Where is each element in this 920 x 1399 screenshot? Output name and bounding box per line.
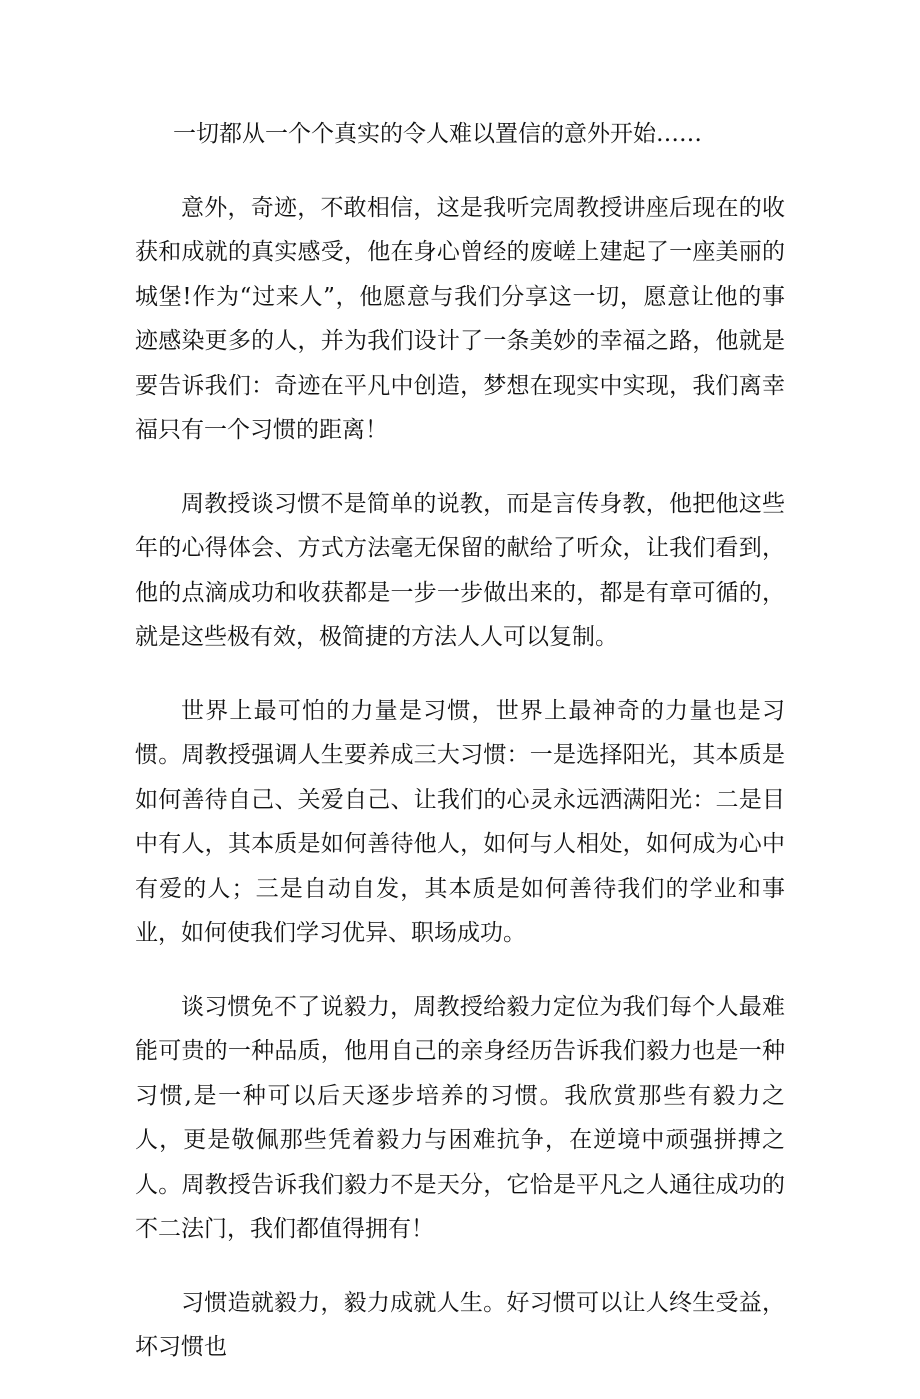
paragraph-2: 意外，奇迹，不敢相信，这是我听完周教授讲座后现在的收获和成就的真实感受，他在身心曾经的废嵯上建起了一座美丽的城堡!作为“过来人”，他愿意与我们分享这一切，愿意让他的事迹感染更多的人，并为我们设计了一条美妙的幸福之路，他就是要告诉我们：奇迹在平凡中创造，梦想在现实中实现，我们离幸福只有一个习惯的距离！ — [135, 194, 785, 443]
paragraph-6: 习惯造就毅力，毅力成就人生。好习惯可以让人终生受益，坏习惯也 — [135, 1289, 785, 1360]
paragraph-4: 世界上最可怕的力量是习惯，世界上最神奇的力量也是习惯。周教授强调人生要养成三大习惯：一是选择阳光，其本质是如何善待自己、关爱自己、让我们的心灵永远洒满阳光：二是目中有人，其本质是如何善待他人，如何与人相处，如何成为心中有爱的人；三是自动自发，其本质是如何善待我们的学业和事业，如何使我们学习优异、职场成功。 — [135, 697, 785, 946]
document-body — [135, 112, 785, 1399]
paragraph-5: 谈习惯免不了说毅力，周教授给毅力定位为我们每个人最难能可贵的一种品质，他用自己的亲身经历告诉我们毅力也是一种习惯,是一种可以后天逐步培养的习惯。我欣赏那些有毅力之人，更是敬佩那些凭着毅力与困难抗争，在逆境中顽强拼搏之人。周教授告诉我们毅力不是天分，它恰是平凡之人通往成功的不二法门，我们都值得拥有！ — [135, 993, 785, 1242]
paragraph-3: 周教授谈习惯不是简单的说教，而是言传身教，他把他这些年的心得体会、方式方法毫无保留的献给了听众，让我们看到，他的点滴成功和收获都是一步一步做出来的，都是有章可循的，就是这些极有效，极简捷的方法人人可以复制。 — [135, 490, 785, 650]
paragraph-1: 一切都从一个个真实的令人难以置信的意外开始…… — [173, 121, 702, 147]
